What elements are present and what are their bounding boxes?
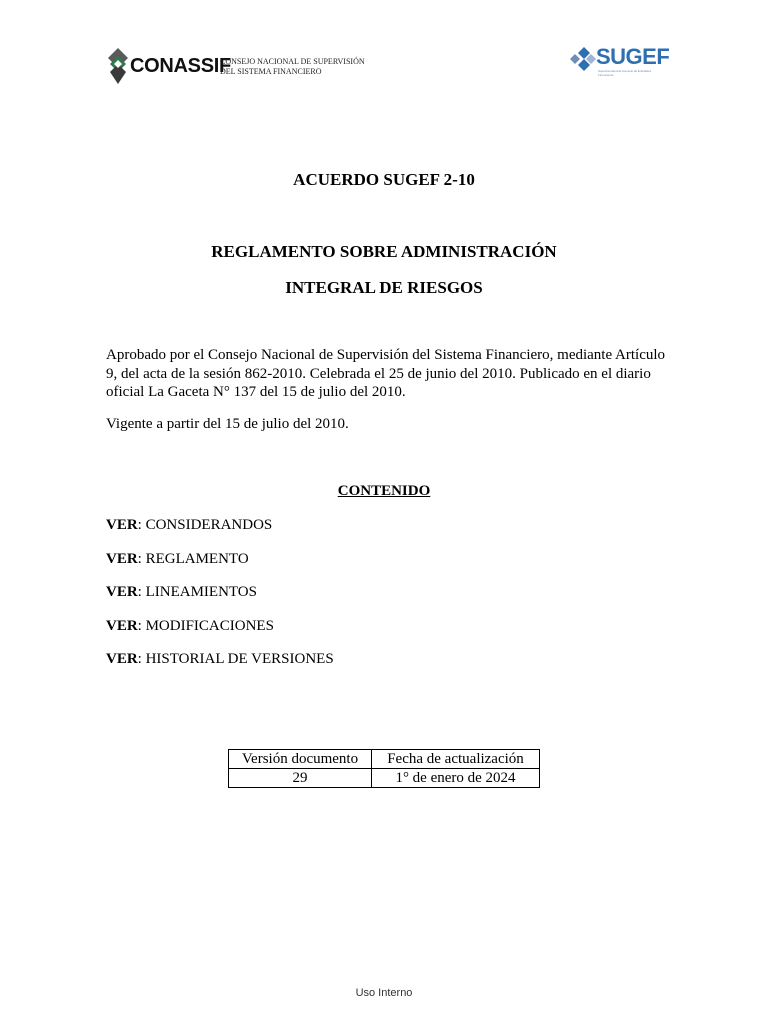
conassif-subtitle-line2: DEL SISTEMA FINANCIERO xyxy=(220,67,322,76)
ver-link-text: LINEAMIENTOS xyxy=(145,584,257,600)
column-header: Versión documento xyxy=(229,750,372,769)
ver-link-lineamientos[interactable]: VER: LINEAMIENTOS xyxy=(106,584,257,600)
version-cell: 29 xyxy=(229,769,372,788)
table-row xyxy=(229,769,540,788)
column-header: Fecha de actualización xyxy=(372,750,540,769)
table-header-row xyxy=(229,750,540,769)
ver-link-reglamento[interactable]: VER: REGLAMENTO xyxy=(106,550,249,567)
sugef-name: SUGEF xyxy=(596,44,670,69)
conassif-subtitle-line1: CONSEJO NACIONAL DE SUPERVISIÓN xyxy=(220,57,365,66)
footer-classification: Uso Interno xyxy=(355,987,413,999)
update-date-cell: 1° de enero de 2024 xyxy=(372,769,540,788)
version-table xyxy=(228,749,540,788)
ver-label: VER xyxy=(106,617,138,634)
sugef-tagline: Superintendencia General de Entidades Financieras xyxy=(598,69,652,77)
reglamento-title-line1: REGLAMENTO SOBRE ADMINISTRACIÓN xyxy=(211,242,557,261)
sugef-emblem-icon xyxy=(566,46,596,72)
sugef-logo xyxy=(566,42,670,82)
conassif-name: CONASSIF xyxy=(130,55,231,77)
effective-date-paragraph: Vigente a partir del 15 de julio del 2010. xyxy=(106,416,349,432)
ver-label: VER xyxy=(106,584,138,600)
reglamento-title-line2: INTEGRAL DE RIESGOS xyxy=(285,278,483,297)
conassif-subtitle xyxy=(220,57,365,77)
ver-link-historial[interactable]: VER: HISTORIAL DE VERSIONES xyxy=(106,651,334,667)
ver-label: VER xyxy=(106,651,138,667)
ver-link-text: MODIFICACIONES xyxy=(145,617,274,634)
ver-link-considerandos[interactable]: VER: CONSIDERANDOS xyxy=(106,517,273,533)
contents-list xyxy=(106,515,334,683)
ver-link-modificaciones[interactable]: VER: MODIFICACIONES xyxy=(106,617,274,634)
approval-paragraph: Aprobado por el Consejo Nacional de Supervisión del Sistema Financiero, mediante Artículo 9, del acta de la sesión 862-2010. Celebrada el 25 de junio del 2010. Publicado en el diario oficial La Gaceta N° 137 del 15 de julio del 2010. xyxy=(106,347,666,400)
ver-link-text: HISTORIAL DE VERSIONES xyxy=(145,651,334,667)
ver-link-text: REGLAMENTO xyxy=(145,550,249,567)
ver-label: VER xyxy=(106,550,138,567)
acuerdo-title: ACUERDO SUGEF 2-10 xyxy=(293,170,475,189)
ver-label: VER xyxy=(106,517,138,533)
conassif-logo xyxy=(106,46,365,86)
conassif-emblem-icon xyxy=(106,46,130,86)
contents-heading: CONTENIDO xyxy=(337,483,431,499)
ver-link-text: CONSIDERANDOS xyxy=(145,517,273,533)
